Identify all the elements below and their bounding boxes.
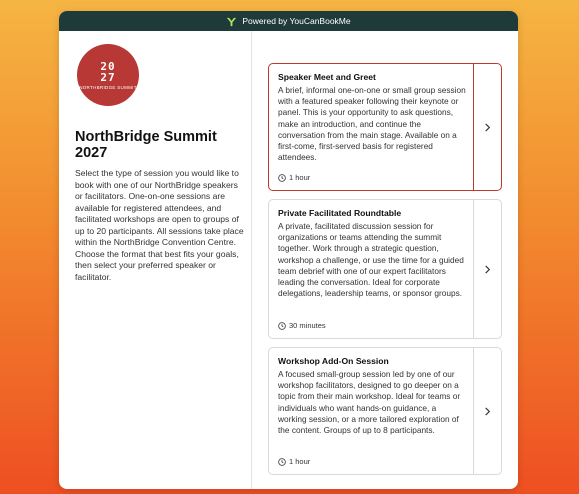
chevron-right-icon [484, 265, 491, 274]
event-description: Select the type of session you would like to book with one of our NorthBridge speakers or facilitators. One-on-one sessions are available for registered attendees, and facilitated workshops are open to groups of up to 20 participants. All sessions take place within the NorthBridge Convention Centre. Choose the format that best fits your goals, then select your preferred speaker or facilitator. [75, 168, 244, 282]
chevron-right-icon [484, 123, 491, 132]
clock-icon [278, 322, 286, 330]
option-description: A brief, informal one-on-one or small group session with a featured speaker following their keynote or panel. This is your opportunity to ask questions, make an introduction, and continue the conversation from the main stage. Available on a first-come, first-served basis for registered attendees. [278, 85, 466, 163]
option-description: A focused small-group session led by one of our workshop facilitators, designed to go deeper on a topic from their main workshop. Ideal for teams or individuals who want hands-on guidance, a working session, or a more tailored exploration of the content. Groups of up to 8 participants. [278, 369, 461, 436]
chevron-right-icon [484, 407, 491, 416]
option-duration [278, 457, 310, 466]
event-logo [77, 44, 139, 106]
option-title: Workshop Add-On Session [278, 356, 389, 366]
option-body [269, 348, 475, 474]
booking-card [59, 11, 518, 489]
event-info-panel [59, 31, 252, 489]
powered-by-text[interactable]: Powered by YouCanBookMe [242, 16, 351, 26]
duration-text: 30 minutes [289, 321, 326, 330]
option-body [269, 200, 475, 338]
session-option-workshop-addon[interactable] [268, 347, 502, 475]
option-next-button[interactable] [473, 348, 501, 474]
session-option-private-roundtable[interactable] [268, 199, 502, 339]
option-title: Private Facilitated Roundtable [278, 208, 402, 218]
option-next-button[interactable] [473, 64, 501, 190]
option-duration [278, 321, 326, 330]
duration-text: 1 hour [289, 173, 311, 182]
duration-text: 1 hour [289, 457, 311, 466]
option-next-button[interactable] [473, 200, 501, 338]
powered-by-bar [59, 11, 518, 31]
option-duration [278, 173, 310, 182]
event-title: NorthBridge Summit 2027 [75, 129, 217, 161]
clock-icon [278, 458, 286, 466]
clock-icon [278, 174, 286, 182]
option-description: A private, facilitated discussion session for organizations or teams attending the summit together. Work through a strategic question, workshop a challenge, or use the time for a guided team debrief with one of our expert facilitators leading the conversation. Ideal for corporate delegations, leadership teams, or sponsor groups. [278, 221, 464, 299]
session-options-panel [252, 31, 518, 489]
youcanbookme-logo-icon [226, 16, 237, 27]
option-title: Speaker Meet and Greet [278, 72, 376, 82]
session-option-speaker-meet[interactable] [268, 63, 502, 191]
option-body [269, 64, 475, 190]
logo-name: NORTHBRIDGE SUMMIT [79, 84, 137, 90]
logo-year: 2027 [100, 59, 116, 84]
